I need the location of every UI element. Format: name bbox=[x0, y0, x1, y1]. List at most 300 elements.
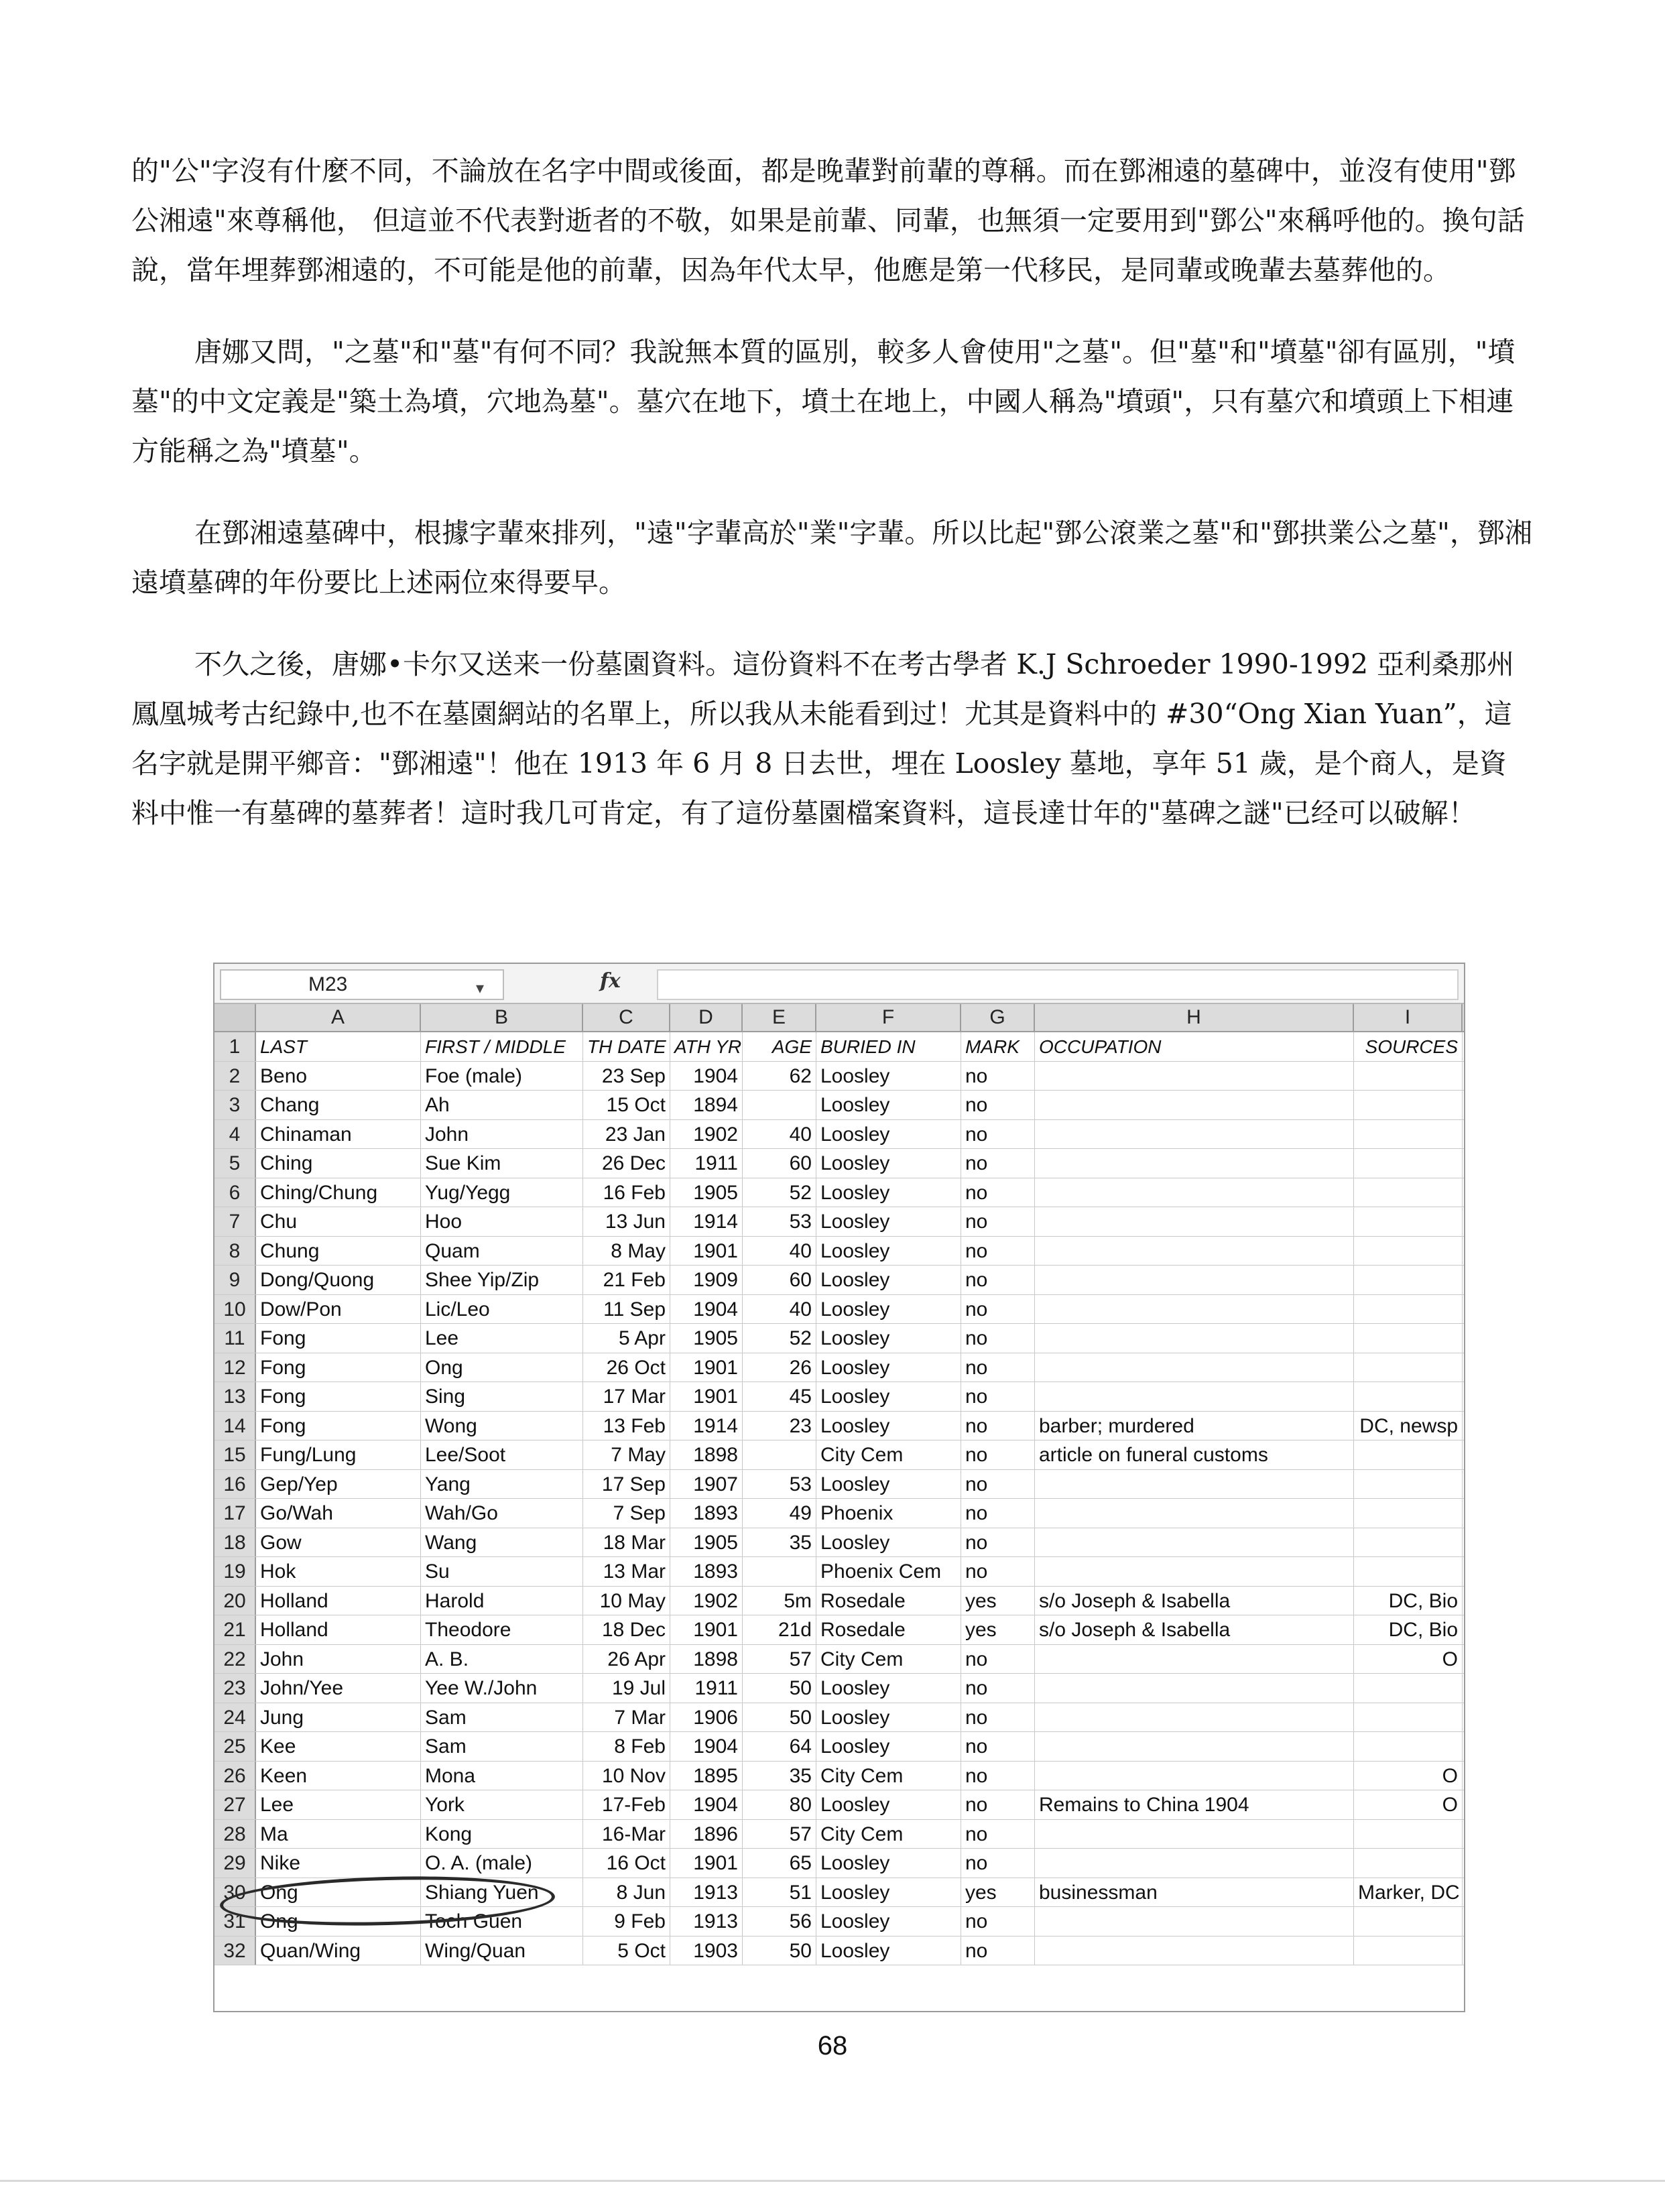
table-cell[interactable]: Rosedale bbox=[816, 1615, 961, 1644]
table-cell[interactable]: Ching/Chung bbox=[256, 1178, 421, 1207]
table-cell[interactable] bbox=[1035, 1062, 1354, 1091]
table-cell[interactable]: Wah/Go bbox=[421, 1499, 583, 1528]
table-cell[interactable] bbox=[1035, 1237, 1354, 1266]
table-cell[interactable]: yes bbox=[961, 1587, 1035, 1615]
table-cell[interactable] bbox=[1354, 1324, 1463, 1353]
row-number[interactable]: 32 bbox=[214, 1937, 256, 1965]
table-cell[interactable] bbox=[1354, 1295, 1463, 1324]
table-cell[interactable]: Hok bbox=[256, 1557, 421, 1586]
table-cell[interactable]: 1911 bbox=[670, 1674, 743, 1703]
row-number[interactable]: 18 bbox=[214, 1528, 256, 1557]
column-header-e[interactable]: E bbox=[743, 1004, 816, 1031]
table-cell[interactable] bbox=[1035, 1149, 1354, 1178]
table-cell[interactable] bbox=[1354, 1120, 1463, 1149]
table-cell[interactable]: DC, Bio bbox=[1354, 1615, 1463, 1644]
table-cell[interactable]: barber; murdered bbox=[1035, 1412, 1354, 1440]
column-header-b[interactable]: B bbox=[421, 1004, 583, 1031]
table-cell[interactable]: 45 bbox=[743, 1382, 816, 1411]
table-cell[interactable]: Sing bbox=[421, 1382, 583, 1411]
table-cell[interactable]: Gep/Yep bbox=[256, 1470, 421, 1499]
table-cell[interactable] bbox=[1354, 1237, 1463, 1266]
row-number[interactable]: 4 bbox=[214, 1120, 256, 1149]
table-cell[interactable]: no bbox=[961, 1849, 1035, 1878]
table-cell[interactable] bbox=[1035, 1703, 1354, 1732]
row-number[interactable]: 28 bbox=[214, 1820, 256, 1849]
chevron-down-icon[interactable]: ▾ bbox=[476, 979, 485, 997]
table-cell[interactable]: no bbox=[961, 1820, 1035, 1849]
table-cell[interactable]: no bbox=[961, 1790, 1035, 1819]
table-cell[interactable]: 1901 bbox=[670, 1353, 743, 1382]
table-cell[interactable]: s/o Joseph & Isabella bbox=[1035, 1615, 1354, 1644]
table-cell[interactable]: 1905 bbox=[670, 1324, 743, 1353]
table-cell[interactable]: 16 Oct bbox=[583, 1849, 670, 1878]
row-number[interactable]: 7 bbox=[214, 1207, 256, 1236]
fx-icon[interactable]: fx bbox=[600, 969, 621, 993]
table-cell[interactable]: 11 Sep bbox=[583, 1295, 670, 1324]
table-cell[interactable]: 18 Dec bbox=[583, 1615, 670, 1644]
row-number[interactable]: 1 bbox=[214, 1032, 256, 1061]
table-cell[interactable]: Fong bbox=[256, 1412, 421, 1440]
table-cell[interactable]: 5 Apr bbox=[583, 1324, 670, 1353]
row-number[interactable]: 17 bbox=[214, 1499, 256, 1528]
table-cell[interactable] bbox=[1035, 1674, 1354, 1703]
table-cell[interactable]: 52 bbox=[743, 1178, 816, 1207]
table-cell[interactable] bbox=[1354, 1499, 1463, 1528]
table-cell[interactable]: Loosley bbox=[816, 1266, 961, 1294]
row-number[interactable]: 29 bbox=[214, 1849, 256, 1878]
table-cell[interactable] bbox=[743, 1091, 816, 1119]
table-cell[interactable]: Loosley bbox=[816, 1849, 961, 1878]
table-cell[interactable]: 1903 bbox=[670, 1937, 743, 1965]
row-number[interactable]: 26 bbox=[214, 1762, 256, 1790]
table-cell[interactable]: Fong bbox=[256, 1353, 421, 1382]
table-cell[interactable]: 1914 bbox=[670, 1412, 743, 1440]
table-cell[interactable]: City Cem bbox=[816, 1440, 961, 1469]
table-cell[interactable]: Lee bbox=[256, 1790, 421, 1819]
table-cell[interactable]: 1904 bbox=[670, 1790, 743, 1819]
table-cell[interactable]: 21d bbox=[743, 1615, 816, 1644]
table-cell[interactable]: Theodore bbox=[421, 1615, 583, 1644]
table-cell[interactable]: 1907 bbox=[670, 1470, 743, 1499]
table-cell[interactable]: 1906 bbox=[670, 1703, 743, 1732]
table-cell[interactable]: Kee bbox=[256, 1732, 421, 1761]
row-number[interactable]: 3 bbox=[214, 1091, 256, 1119]
table-cell[interactable]: Lic/Leo bbox=[421, 1295, 583, 1324]
table-cell[interactable]: Loosley bbox=[816, 1149, 961, 1178]
row-number[interactable]: 11 bbox=[214, 1324, 256, 1353]
table-cell[interactable]: no bbox=[961, 1732, 1035, 1761]
table-cell[interactable]: Keen bbox=[256, 1762, 421, 1790]
table-cell[interactable] bbox=[1035, 1295, 1354, 1324]
table-cell[interactable]: no bbox=[961, 1412, 1035, 1440]
table-cell[interactable]: 1905 bbox=[670, 1528, 743, 1557]
table-cell[interactable]: 1898 bbox=[670, 1645, 743, 1674]
table-cell[interactable] bbox=[1035, 1907, 1354, 1936]
table-cell[interactable]: 57 bbox=[743, 1820, 816, 1849]
table-cell[interactable]: no bbox=[961, 1120, 1035, 1149]
table-cell[interactable]: Fung/Lung bbox=[256, 1440, 421, 1469]
table-cell[interactable]: no bbox=[961, 1470, 1035, 1499]
header-cell[interactable]: ATH YR bbox=[670, 1032, 743, 1061]
table-cell[interactable]: 23 Jan bbox=[583, 1120, 670, 1149]
table-cell[interactable]: Wing/Quan bbox=[421, 1937, 583, 1965]
table-cell[interactable]: DC, newsp bbox=[1354, 1412, 1463, 1440]
table-cell[interactable]: City Cem bbox=[816, 1820, 961, 1849]
table-cell[interactable]: Gow bbox=[256, 1528, 421, 1557]
table-cell[interactable] bbox=[1354, 1062, 1463, 1091]
table-cell[interactable]: 1901 bbox=[670, 1615, 743, 1644]
table-cell[interactable]: Yang bbox=[421, 1470, 583, 1499]
column-header-h[interactable]: H bbox=[1035, 1004, 1354, 1031]
row-number[interactable]: 5 bbox=[214, 1149, 256, 1178]
table-cell[interactable]: Yee W./John bbox=[421, 1674, 583, 1703]
table-cell[interactable] bbox=[1035, 1937, 1354, 1965]
table-cell[interactable] bbox=[1035, 1820, 1354, 1849]
table-cell[interactable]: 7 Mar bbox=[583, 1703, 670, 1732]
table-cell[interactable]: Loosley bbox=[816, 1470, 961, 1499]
row-number[interactable]: 24 bbox=[214, 1703, 256, 1732]
row-number[interactable]: 30 bbox=[214, 1878, 256, 1907]
table-cell[interactable]: no bbox=[961, 1207, 1035, 1236]
table-cell[interactable]: Chung bbox=[256, 1237, 421, 1266]
table-cell[interactable] bbox=[1035, 1091, 1354, 1119]
table-cell[interactable] bbox=[1354, 1149, 1463, 1178]
table-cell[interactable]: O. A. (male) bbox=[421, 1849, 583, 1878]
column-header-g[interactable]: G bbox=[961, 1004, 1035, 1031]
table-cell[interactable]: s/o Joseph & Isabella bbox=[1035, 1587, 1354, 1615]
table-cell[interactable] bbox=[1035, 1499, 1354, 1528]
row-number[interactable]: 15 bbox=[214, 1440, 256, 1469]
table-cell[interactable]: 1895 bbox=[670, 1762, 743, 1790]
table-cell[interactable]: 1893 bbox=[670, 1557, 743, 1586]
table-cell[interactable]: 52 bbox=[743, 1324, 816, 1353]
table-cell[interactable]: 35 bbox=[743, 1528, 816, 1557]
table-cell[interactable]: Loosley bbox=[816, 1674, 961, 1703]
row-number[interactable]: 2 bbox=[214, 1062, 256, 1091]
table-cell[interactable]: 57 bbox=[743, 1645, 816, 1674]
table-cell[interactable]: Rosedale bbox=[816, 1587, 961, 1615]
table-cell[interactable] bbox=[1035, 1762, 1354, 1790]
row-number[interactable]: 21 bbox=[214, 1615, 256, 1644]
table-cell[interactable]: DC, Bio bbox=[1354, 1587, 1463, 1615]
header-cell[interactable]: AGE bbox=[743, 1032, 816, 1061]
table-cell[interactable]: no bbox=[961, 1266, 1035, 1294]
table-cell[interactable]: Ong bbox=[256, 1878, 421, 1907]
table-cell[interactable]: 15 Oct bbox=[583, 1091, 670, 1119]
table-cell[interactable]: A. B. bbox=[421, 1645, 583, 1674]
table-cell[interactable]: Loosley bbox=[816, 1907, 961, 1936]
header-cell[interactable]: BURIED IN bbox=[816, 1032, 961, 1061]
table-cell[interactable]: no bbox=[961, 1674, 1035, 1703]
table-cell[interactable] bbox=[743, 1557, 816, 1586]
row-number[interactable]: 19 bbox=[214, 1557, 256, 1586]
table-cell[interactable]: 60 bbox=[743, 1266, 816, 1294]
table-cell[interactable]: no bbox=[961, 1178, 1035, 1207]
table-cell[interactable]: Loosley bbox=[816, 1732, 961, 1761]
table-cell[interactable]: Go/Wah bbox=[256, 1499, 421, 1528]
table-cell[interactable] bbox=[1354, 1937, 1463, 1965]
table-cell[interactable]: 13 Mar bbox=[583, 1557, 670, 1586]
row-number[interactable]: 27 bbox=[214, 1790, 256, 1819]
table-cell[interactable]: 50 bbox=[743, 1937, 816, 1965]
table-cell[interactable]: Mona bbox=[421, 1762, 583, 1790]
table-cell[interactable]: Beno bbox=[256, 1062, 421, 1091]
table-cell[interactable] bbox=[1035, 1645, 1354, 1674]
table-cell[interactable]: 8 Feb bbox=[583, 1732, 670, 1761]
table-cell[interactable]: 18 Mar bbox=[583, 1528, 670, 1557]
table-cell[interactable]: 17-Feb bbox=[583, 1790, 670, 1819]
row-number[interactable]: 13 bbox=[214, 1382, 256, 1411]
table-cell[interactable]: 50 bbox=[743, 1674, 816, 1703]
table-cell[interactable]: York bbox=[421, 1790, 583, 1819]
table-cell[interactable]: City Cem bbox=[816, 1645, 961, 1674]
table-cell[interactable] bbox=[1354, 1557, 1463, 1586]
row-number[interactable]: 16 bbox=[214, 1470, 256, 1499]
table-cell[interactable]: 49 bbox=[743, 1499, 816, 1528]
table-cell[interactable]: Yug/Yegg bbox=[421, 1178, 583, 1207]
table-cell[interactable]: 1901 bbox=[670, 1382, 743, 1411]
table-cell[interactable] bbox=[1035, 1732, 1354, 1761]
table-cell[interactable] bbox=[1354, 1732, 1463, 1761]
column-header-i[interactable]: I bbox=[1354, 1004, 1463, 1031]
table-cell[interactable]: 1902 bbox=[670, 1587, 743, 1615]
table-cell[interactable]: 64 bbox=[743, 1732, 816, 1761]
table-cell[interactable]: 26 Apr bbox=[583, 1645, 670, 1674]
table-cell[interactable]: Su bbox=[421, 1557, 583, 1586]
table-cell[interactable] bbox=[1354, 1674, 1463, 1703]
table-cell[interactable]: yes bbox=[961, 1878, 1035, 1907]
table-cell[interactable] bbox=[1035, 1120, 1354, 1149]
table-cell[interactable]: Loosley bbox=[816, 1091, 961, 1119]
table-cell[interactable]: 1902 bbox=[670, 1120, 743, 1149]
table-cell[interactable]: Loosley bbox=[816, 1382, 961, 1411]
row-number[interactable]: 8 bbox=[214, 1237, 256, 1266]
table-cell[interactable]: Phoenix bbox=[816, 1499, 961, 1528]
table-cell[interactable]: no bbox=[961, 1499, 1035, 1528]
table-cell[interactable] bbox=[743, 1440, 816, 1469]
row-number[interactable]: 14 bbox=[214, 1412, 256, 1440]
column-header-a[interactable]: A bbox=[256, 1004, 421, 1031]
table-cell[interactable]: John/Yee bbox=[256, 1674, 421, 1703]
table-cell[interactable]: 9 Feb bbox=[583, 1907, 670, 1936]
table-cell[interactable] bbox=[1354, 1091, 1463, 1119]
table-cell[interactable]: no bbox=[961, 1645, 1035, 1674]
table-cell[interactable]: 60 bbox=[743, 1149, 816, 1178]
table-cell[interactable]: Loosley bbox=[816, 1237, 961, 1266]
table-cell[interactable] bbox=[1035, 1207, 1354, 1236]
table-cell[interactable]: 40 bbox=[743, 1237, 816, 1266]
header-cell[interactable]: LAST bbox=[256, 1032, 421, 1061]
table-cell[interactable]: Fong bbox=[256, 1324, 421, 1353]
table-cell[interactable]: Dow/Pon bbox=[256, 1295, 421, 1324]
table-cell[interactable]: Quan/Wing bbox=[256, 1937, 421, 1965]
table-cell[interactable]: 1913 bbox=[670, 1878, 743, 1907]
column-header-f[interactable]: F bbox=[816, 1004, 961, 1031]
table-cell[interactable]: 1901 bbox=[670, 1237, 743, 1266]
table-cell[interactable] bbox=[1035, 1557, 1354, 1586]
table-cell[interactable]: Loosley bbox=[816, 1528, 961, 1557]
table-cell[interactable]: Remains to China 1904 bbox=[1035, 1790, 1354, 1819]
table-cell[interactable]: 10 Nov bbox=[583, 1762, 670, 1790]
table-cell[interactable]: no bbox=[961, 1703, 1035, 1732]
table-cell[interactable]: 1909 bbox=[670, 1266, 743, 1294]
table-cell[interactable]: no bbox=[961, 1295, 1035, 1324]
table-cell[interactable]: no bbox=[961, 1237, 1035, 1266]
table-cell[interactable]: Loosley bbox=[816, 1178, 961, 1207]
row-number[interactable]: 22 bbox=[214, 1645, 256, 1674]
table-cell[interactable]: Chinaman bbox=[256, 1120, 421, 1149]
table-cell[interactable]: Loosley bbox=[816, 1120, 961, 1149]
table-cell[interactable]: Shee Yip/Zip bbox=[421, 1266, 583, 1294]
table-cell[interactable]: Loosley bbox=[816, 1207, 961, 1236]
table-cell[interactable]: 23 Sep bbox=[583, 1062, 670, 1091]
table-cell[interactable]: 1904 bbox=[670, 1295, 743, 1324]
row-number[interactable]: 6 bbox=[214, 1178, 256, 1207]
table-cell[interactable]: 56 bbox=[743, 1907, 816, 1936]
table-cell[interactable]: Loosley bbox=[816, 1353, 961, 1382]
header-cell[interactable]: SOURCES bbox=[1354, 1032, 1463, 1061]
table-cell[interactable]: no bbox=[961, 1937, 1035, 1965]
row-number[interactable]: 25 bbox=[214, 1732, 256, 1761]
table-cell[interactable]: 8 May bbox=[583, 1237, 670, 1266]
table-cell[interactable]: O bbox=[1354, 1790, 1463, 1819]
table-cell[interactable]: no bbox=[961, 1762, 1035, 1790]
table-cell[interactable]: 1911 bbox=[670, 1149, 743, 1178]
table-cell[interactable]: 1894 bbox=[670, 1091, 743, 1119]
table-cell[interactable] bbox=[1035, 1324, 1354, 1353]
table-cell[interactable]: 26 bbox=[743, 1353, 816, 1382]
table-cell[interactable]: Marker, DC bbox=[1354, 1878, 1463, 1907]
table-cell[interactable] bbox=[1354, 1353, 1463, 1382]
select-all-corner[interactable] bbox=[214, 1004, 256, 1031]
table-cell[interactable] bbox=[1354, 1178, 1463, 1207]
table-cell[interactable] bbox=[1354, 1266, 1463, 1294]
table-cell[interactable]: Wang bbox=[421, 1528, 583, 1557]
table-cell[interactable] bbox=[1035, 1382, 1354, 1411]
table-cell[interactable] bbox=[1035, 1178, 1354, 1207]
table-cell[interactable]: Dong/Quong bbox=[256, 1266, 421, 1294]
table-cell[interactable]: 50 bbox=[743, 1703, 816, 1732]
table-cell[interactable]: Harold bbox=[421, 1587, 583, 1615]
table-cell[interactable]: Chang bbox=[256, 1091, 421, 1119]
row-number[interactable]: 10 bbox=[214, 1295, 256, 1324]
table-cell[interactable]: Ma bbox=[256, 1820, 421, 1849]
table-cell[interactable]: no bbox=[961, 1324, 1035, 1353]
table-cell[interactable]: Fong bbox=[256, 1382, 421, 1411]
table-cell[interactable] bbox=[1354, 1528, 1463, 1557]
table-cell[interactable] bbox=[1354, 1440, 1463, 1469]
row-number[interactable]: 12 bbox=[214, 1353, 256, 1382]
table-cell[interactable]: Ah bbox=[421, 1091, 583, 1119]
table-cell[interactable]: 53 bbox=[743, 1470, 816, 1499]
table-cell[interactable]: Lee bbox=[421, 1324, 583, 1353]
table-cell[interactable] bbox=[1354, 1849, 1463, 1878]
table-cell[interactable]: 65 bbox=[743, 1849, 816, 1878]
table-cell[interactable]: Nike bbox=[256, 1849, 421, 1878]
table-cell[interactable]: 62 bbox=[743, 1062, 816, 1091]
table-cell[interactable]: Ong bbox=[421, 1353, 583, 1382]
table-cell[interactable]: 1901 bbox=[670, 1849, 743, 1878]
table-cell[interactable]: Loosley bbox=[816, 1937, 961, 1965]
table-cell[interactable] bbox=[1035, 1849, 1354, 1878]
formula-input[interactable] bbox=[657, 969, 1459, 1000]
table-cell[interactable]: no bbox=[961, 1382, 1035, 1411]
table-cell[interactable] bbox=[1035, 1353, 1354, 1382]
table-cell[interactable]: 1904 bbox=[670, 1732, 743, 1761]
table-cell[interactable]: Kong bbox=[421, 1820, 583, 1849]
table-cell[interactable] bbox=[1354, 1703, 1463, 1732]
table-cell[interactable]: no bbox=[961, 1353, 1035, 1382]
row-number[interactable]: 31 bbox=[214, 1907, 256, 1936]
table-cell[interactable]: Loosley bbox=[816, 1324, 961, 1353]
header-cell[interactable]: OCCUPATION bbox=[1035, 1032, 1354, 1061]
table-cell[interactable]: O bbox=[1354, 1762, 1463, 1790]
table-cell[interactable]: no bbox=[961, 1440, 1035, 1469]
table-cell[interactable]: no bbox=[961, 1149, 1035, 1178]
table-cell[interactable] bbox=[1035, 1266, 1354, 1294]
table-cell[interactable]: 53 bbox=[743, 1207, 816, 1236]
table-cell[interactable]: Foe (male) bbox=[421, 1062, 583, 1091]
table-cell[interactable]: 17 Mar bbox=[583, 1382, 670, 1411]
column-header-d[interactable]: D bbox=[670, 1004, 743, 1031]
table-cell[interactable]: 7 May bbox=[583, 1440, 670, 1469]
table-cell[interactable]: 5 Oct bbox=[583, 1937, 670, 1965]
table-cell[interactable]: 40 bbox=[743, 1295, 816, 1324]
table-cell[interactable]: no bbox=[961, 1557, 1035, 1586]
table-cell[interactable]: businessman bbox=[1035, 1878, 1354, 1907]
table-cell[interactable]: 26 Oct bbox=[583, 1353, 670, 1382]
row-number[interactable]: 23 bbox=[214, 1674, 256, 1703]
table-cell[interactable]: 1898 bbox=[670, 1440, 743, 1469]
table-cell[interactable]: no bbox=[961, 1907, 1035, 1936]
table-cell[interactable]: Phoenix Cem bbox=[816, 1557, 961, 1586]
table-cell[interactable]: Loosley bbox=[816, 1878, 961, 1907]
table-cell[interactable]: 40 bbox=[743, 1120, 816, 1149]
table-cell[interactable]: 80 bbox=[743, 1790, 816, 1819]
table-cell[interactable]: John bbox=[256, 1645, 421, 1674]
header-cell[interactable]: FIRST / MIDDLE bbox=[421, 1032, 583, 1061]
table-cell[interactable]: Jung bbox=[256, 1703, 421, 1732]
table-cell[interactable]: Loosley bbox=[816, 1295, 961, 1324]
table-cell[interactable]: article on funeral customs bbox=[1035, 1440, 1354, 1469]
table-cell[interactable]: Holland bbox=[256, 1587, 421, 1615]
table-cell[interactable]: 35 bbox=[743, 1762, 816, 1790]
column-header-c[interactable]: C bbox=[583, 1004, 670, 1031]
table-cell[interactable]: 26 Dec bbox=[583, 1149, 670, 1178]
table-cell[interactable] bbox=[1354, 1470, 1463, 1499]
table-cell[interactable]: John bbox=[421, 1120, 583, 1149]
table-cell[interactable]: 1896 bbox=[670, 1820, 743, 1849]
header-cell[interactable]: MARK bbox=[961, 1032, 1035, 1061]
table-cell[interactable]: Sam bbox=[421, 1703, 583, 1732]
table-cell[interactable]: 1913 bbox=[670, 1907, 743, 1936]
table-cell[interactable]: 51 bbox=[743, 1878, 816, 1907]
table-cell[interactable]: Loosley bbox=[816, 1062, 961, 1091]
table-cell[interactable]: yes bbox=[961, 1615, 1035, 1644]
table-cell[interactable]: Ong bbox=[256, 1907, 421, 1936]
table-cell[interactable]: City Cem bbox=[816, 1762, 961, 1790]
table-cell[interactable]: 16 Feb bbox=[583, 1178, 670, 1207]
table-cell[interactable]: 1893 bbox=[670, 1499, 743, 1528]
table-cell[interactable]: 23 bbox=[743, 1412, 816, 1440]
table-cell[interactable]: 10 May bbox=[583, 1587, 670, 1615]
table-cell[interactable]: 5m bbox=[743, 1587, 816, 1615]
table-cell[interactable]: O bbox=[1354, 1645, 1463, 1674]
table-cell[interactable]: Loosley bbox=[816, 1790, 961, 1819]
table-cell[interactable]: 7 Sep bbox=[583, 1499, 670, 1528]
table-cell[interactable]: 1914 bbox=[670, 1207, 743, 1236]
table-cell[interactable]: 16-Mar bbox=[583, 1820, 670, 1849]
